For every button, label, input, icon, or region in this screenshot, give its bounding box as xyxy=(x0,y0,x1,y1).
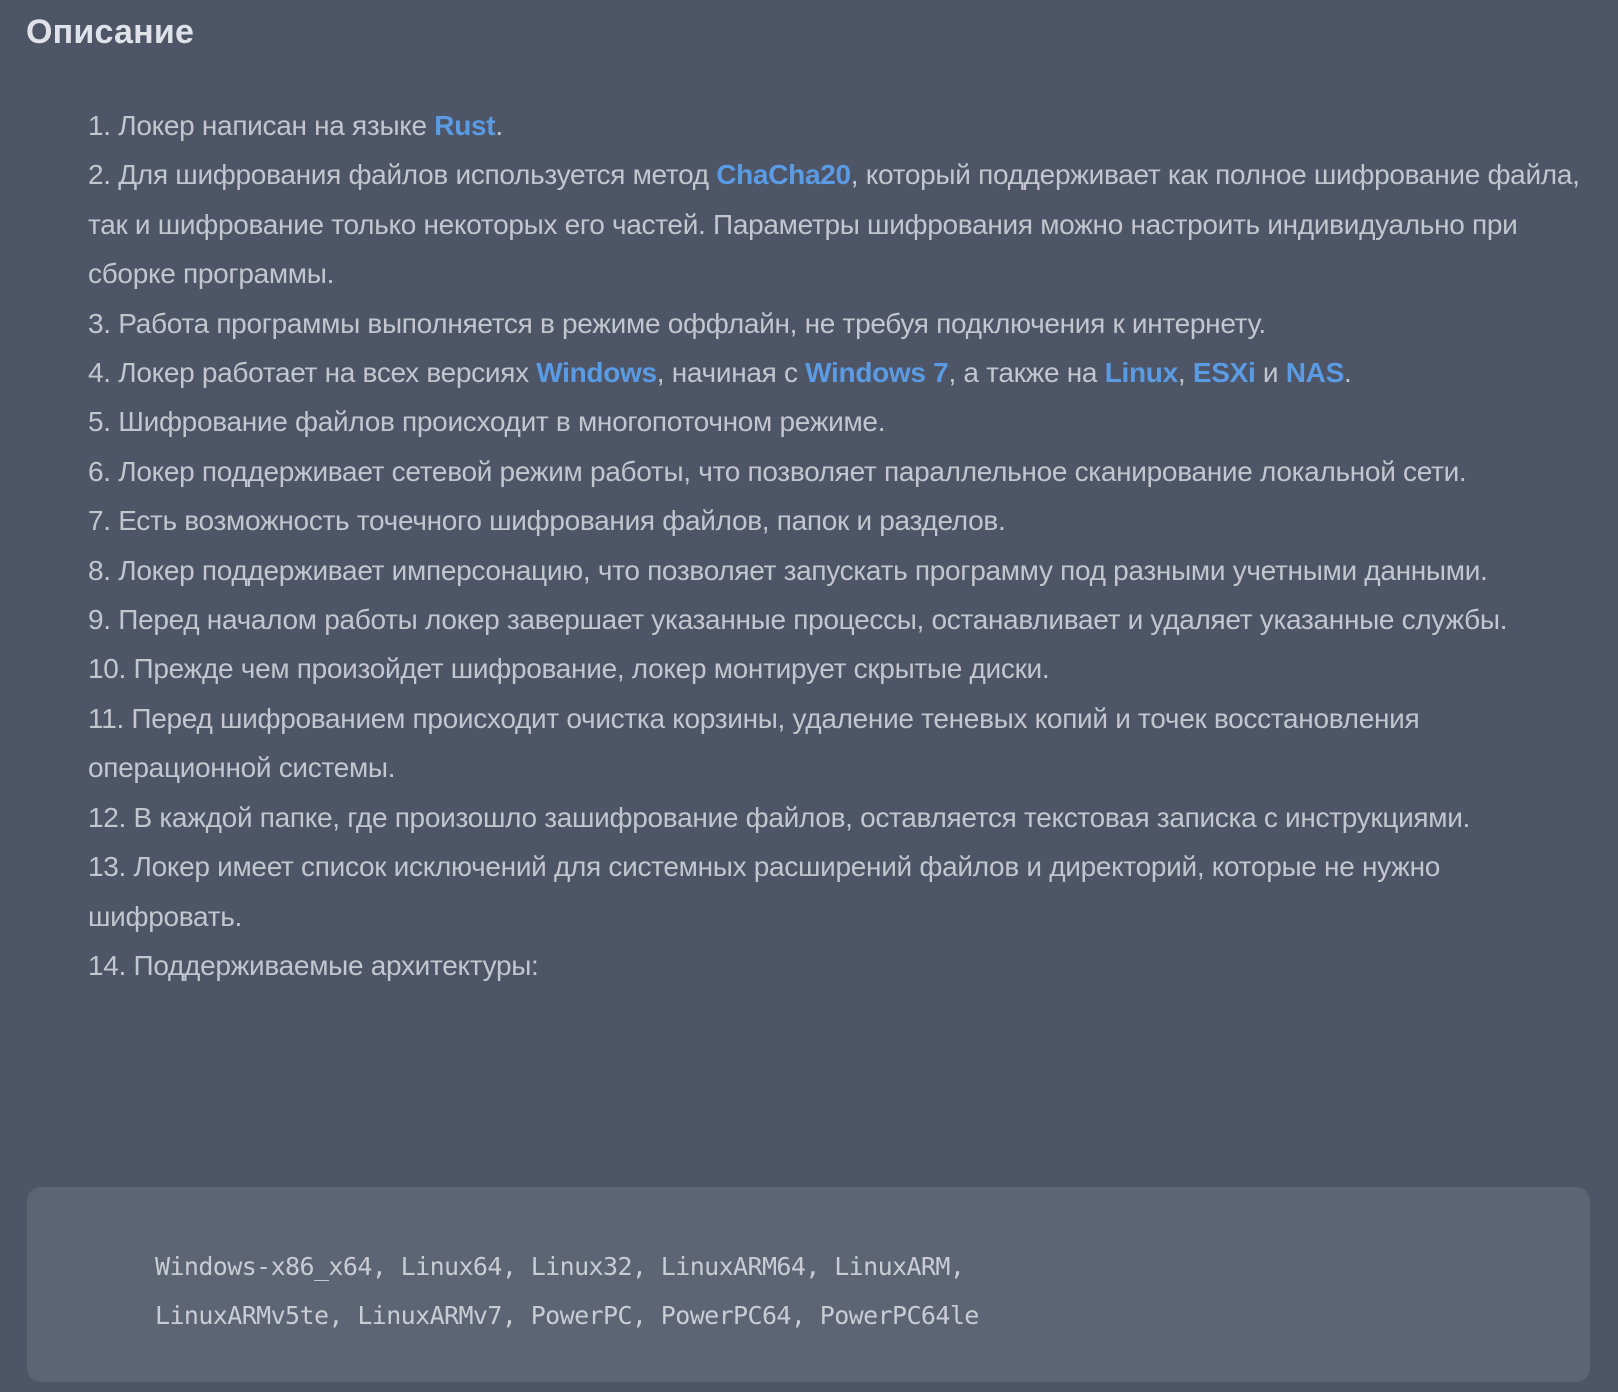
code-line: LinuxARMv5te, LinuxARMv7, PowerPC, PowerPC64, PowerPC64le xyxy=(155,1301,979,1330)
list-item: 12. В каждой папке, где произошло зашифрование файлов, оставляется текстовая записка с инструкциями. xyxy=(88,801,1471,833)
list-item: 1. Локер написан на языке Rust. xyxy=(88,110,503,141)
list-item: 9. Перед началом работы локер завершает указанные процессы, останавливает и удаляет указанные службы. xyxy=(88,604,1508,636)
list-item: 5. Шифрование файлов происходит в многопоточном режиме. xyxy=(88,406,886,438)
list-item: 3. Работа программы выполняется в режиме оффлайн, не требуя подключения к интернету. xyxy=(88,307,1266,339)
section-title: Описание xyxy=(26,13,195,51)
highlight-esxi: ESXi xyxy=(1192,357,1256,389)
highlight-linux: Linux xyxy=(1104,357,1178,389)
highlight-windows-7: Windows 7 xyxy=(805,357,949,389)
list-item: 6. Локер поддерживает сетевой режим работы, что позволяет параллельное сканирование локальной сети. xyxy=(88,455,1467,487)
list-item: 11. Перед шифрованием происходит очистка корзины, удаление теневых копий и точек восстановления операционной системы. xyxy=(88,702,1420,784)
list-item: 4. Локер работает на всех версиях Windows, начиная с Windows 7, а также на Linux, ESXi и NAS. xyxy=(88,357,1352,389)
list-item: 7. Есть возможность точечного шифрования файлов, папок и разделов. xyxy=(88,505,1006,537)
list-item: 10. Прежде чем произойдет шифрование, локер монтирует скрытые диски. xyxy=(88,653,1050,685)
list-item: 8. Локер поддерживает имперсонацию, что позволяет запускать программу под разными учетными данными. xyxy=(88,554,1488,586)
list-item: 13. Локер имеет список исключений для системных расширений файлов и директорий, которые не нужно шифровать. xyxy=(88,851,1440,932)
architectures-code-block xyxy=(27,1187,1590,1382)
highlight-rust: Rust xyxy=(434,110,496,141)
highlight-nas: NAS xyxy=(1285,357,1344,389)
list-item: 2. Для шифрования файлов используется метод ChaCha20, который поддерживает как полное шифрование файла, так и шифрование только некоторых его частей. Параметры шифрования можно настроить индивидуально при сборке программы. xyxy=(88,159,1580,290)
feature-list xyxy=(88,101,1598,990)
highlight-chacha20: ChaCha20 xyxy=(716,159,851,191)
highlight-windows: Windows xyxy=(536,357,657,389)
code-line: Windows-x86_x64, Linux64, Linux32, LinuxARM64, LinuxARM, xyxy=(155,1252,965,1281)
list-item: 14. Поддерживаемые архитектуры: xyxy=(88,949,539,981)
